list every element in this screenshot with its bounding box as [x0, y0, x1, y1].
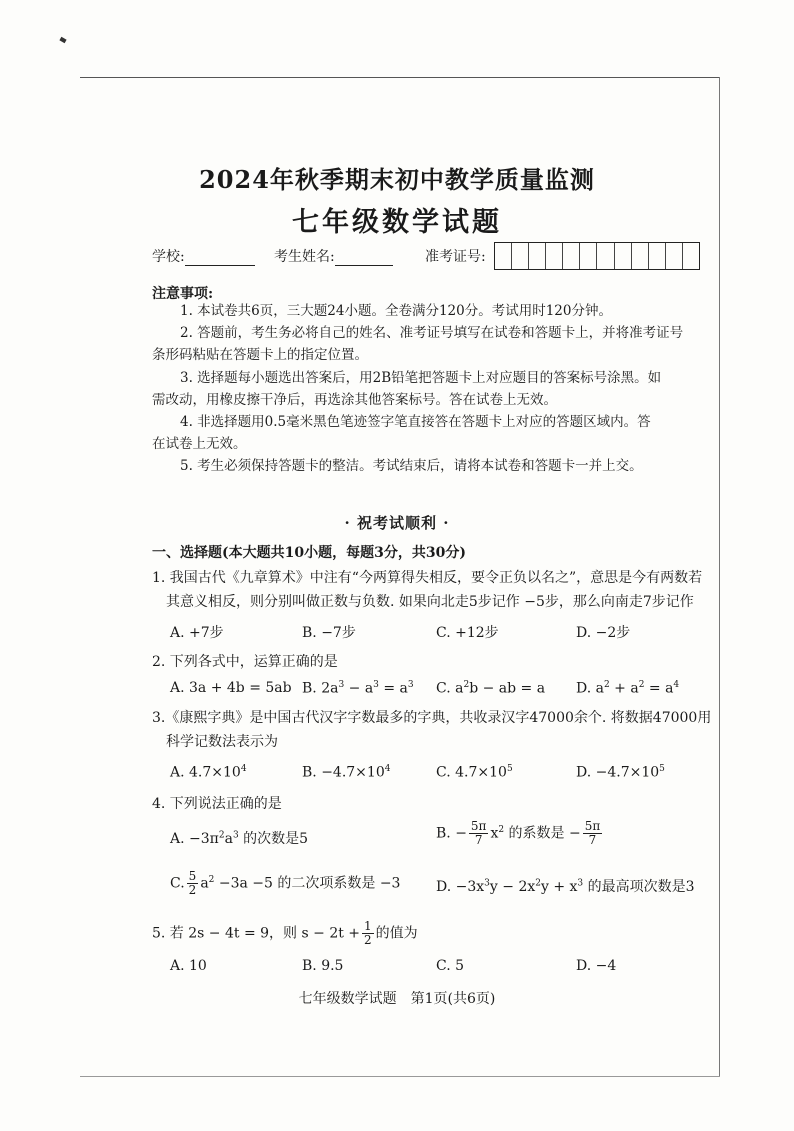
- q3-option-a: A. $4.7\times 10^4$: [170, 764, 247, 781]
- note-item: 需改动，用橡皮擦干净后，再选涂其他答案标号。答在试卷上无效。: [152, 392, 557, 408]
- section-heading: 一、选择题(本大题共10小题，每题3分，共30分): [152, 545, 466, 561]
- notes-heading: 注意事项:: [152, 286, 214, 302]
- question-5-stem: 5. 若 2s − 4t = 9，则 s − 2t + $\frac{1}{2}$ 的值为: [152, 919, 418, 947]
- q5-option-c: C. 5: [436, 958, 465, 974]
- question-3-stem: 3.《康熙字典》是中国古代汉字字数最多的字典，共收录汉字47000余个. 将数据47000用 科学记数法表示为: [152, 710, 712, 750]
- top-border: [80, 77, 720, 78]
- note-item: 2. 答题前，考生务必将自己的姓名、准考证号填写在试卷和答题卡上，并将准考证号: [180, 325, 684, 341]
- question-2-stem: 2. 下列各式中，运算正确的是: [152, 654, 338, 670]
- name-label: 考生姓名:: [274, 249, 335, 265]
- note-item: 在试卷上无效。: [152, 436, 247, 452]
- note-item: 1. 本试卷共6页，三大题24小题。全卷满分120分。考试用时120分钟。: [180, 303, 612, 319]
- q1-option-c: C. +12步: [436, 625, 499, 641]
- q3-option-c: C. $4.7\times 10^5$: [436, 764, 513, 781]
- school-field: [152, 246, 255, 266]
- q2-option-d: D. $a^2 + a^2 = a^4$: [576, 680, 680, 697]
- scan-mark: [59, 37, 66, 43]
- q1-option-a: A. +7步: [170, 625, 224, 641]
- q4-option-d: D. $-3x^3y - 2x^2y + x^3$ 的最高项次数是3: [436, 878, 695, 895]
- id-number-boxes[interactable]: [494, 242, 700, 270]
- q5-option-b: B. 9.5: [302, 958, 344, 974]
- name-blank[interactable]: [335, 251, 393, 266]
- exam-title: 2024年秋季期末初中教学质量监测: [199, 165, 595, 194]
- note-item: 4. 非选择题用0.5毫米黑色笔迹签字笔直接答在答题卡上对应的答题区域内。答: [180, 414, 651, 430]
- note-item: 3. 选择题每小题选出答案后，用2B铅笔把答题卡上对应题目的答案标号涂黑。如: [180, 370, 662, 386]
- question-4-stem: 4. 下列说法正确的是: [152, 796, 282, 812]
- q1-option-b: B. −7步: [302, 625, 356, 641]
- id-label: 准考证号:: [425, 249, 486, 265]
- id-field: [425, 246, 486, 266]
- school-label: 学校:: [152, 249, 185, 265]
- q2-option-a: A. 3a + 4b = 5ab: [170, 680, 292, 696]
- page-footer: 七年级数学试题 第1页(共6页): [298, 991, 496, 1007]
- q4-option-a: A. $-3\pi^2a^3$ 的次数是5: [170, 830, 309, 847]
- q3-option-b: B. $-4.7\times 10^4$: [302, 764, 391, 781]
- q1-option-d: D. −2步: [576, 625, 631, 641]
- q4-option-c: C. $\frac{5}{2}$ $a^2 -3a -5$ 的二次项系数是 −3: [170, 869, 401, 897]
- q4-option-b: B. − $\frac{5\pi}{7}$ $x^2$ 的系数是 − $\frac{5\pi}{7}$: [436, 819, 601, 847]
- fraction: $\frac{1}{2}$: [364, 919, 372, 947]
- fraction: $\frac{5\pi}{7}$: [470, 819, 487, 847]
- q5-option-d: D. −4: [576, 958, 617, 974]
- q5-option-a: A. 10: [170, 958, 207, 974]
- school-blank[interactable]: [185, 251, 255, 266]
- name-field: [274, 246, 393, 266]
- bottom-border: [80, 1076, 720, 1077]
- q2-option-c: C. $a^2b$ − ab = a: [436, 680, 546, 697]
- q3-option-d: D. $-4.7\times 10^5$: [576, 764, 665, 781]
- note-item: 条形码粘贴在答题卡上的指定位置。: [152, 347, 368, 363]
- question-1-stem: 1. 我国古代《九章算术》中注有“今两算得失相反，要令正负以名之”，意思是今有两数若 其意义相反，则分别叫做正数与负数. 如果向北走5步记作 −5步，那么向南走7步记作: [152, 570, 703, 610]
- exam-subtitle: 七年级数学试题: [292, 207, 502, 238]
- fraction: $\frac{5}{2}$: [188, 869, 197, 897]
- fraction: $\frac{5\pi}{7}$: [584, 819, 601, 847]
- blessing-text: · 祝考试顺利 ·: [344, 514, 450, 532]
- note-item: 5. 考生必须保持答题卡的整洁。考试结束后，请将本试卷和答题卡一并上交。: [180, 458, 643, 474]
- q2-option-b: B. $2a^3 - a^3 = a^3$: [302, 680, 414, 697]
